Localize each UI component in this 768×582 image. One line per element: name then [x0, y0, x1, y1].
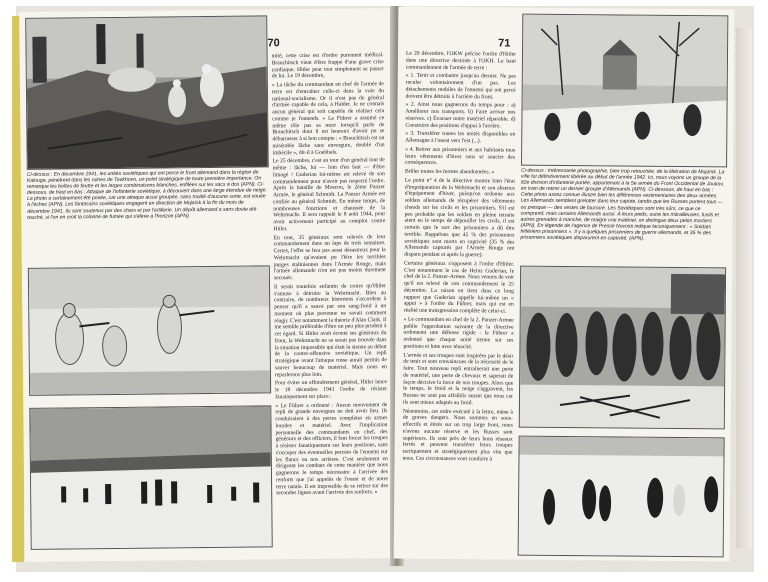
paragraph: Néanmoins, cet ordre exécuté à la lettre, mène à de graves dangers. Nous sommes en sous-effectifs et étirés sur un trop large front, nous n'avons aucune réserve et les Russes sont supérieurs. Ils sont près de leurs bons réseaux ferrés et peuvent transférer leurs troupes tactiquement et stratégiquement plus vite que nous. Ces circonstances vont conduire à — [402, 408, 513, 463]
paragraph: Brûler toutes les fermes abandonnées. » — [404, 168, 495, 176]
paragraph: « 3. Transférer toutes les unités disponibles en Allemagne à l'ouest vers l'est (...). — [405, 130, 516, 145]
photo-soldiers-snowfield — [29, 405, 272, 550]
caption-left: Ci-dessus : En décembre 1941, les unités soviétiques qui ont percé le front allemand dans la région de Kalouga, pénètrent dans les ruines de Toukhovo, un point stratégique de toute première importance. On remarque les boîtes de feutre et les larges combinaisons blanches, enfilées sur les sacs à dos (APN). Ci-dessous, de haut en bas : Attaque de l'infanterie soviétique, à découvert dans une large étendue de neige. La photo a certainement été posée, car une attaque aussi groupée, sans moitié d'aucune sorte, est vouée à l'échec (APN). Les fantassins soviétiques engagent en direction de Mojaïsk à la fin du mois de décembre 1941. Ils sont soutenus par des chars et par l'artillerie. Un dépôt allemand a sans doute été touché, si l'on en croit la colonne de fumée qui s'élève à l'horizon (APN). — [26, 169, 267, 221]
paragraph: En tout, 35 généraux sont relevés de leur commandement dans un laps de trois semaines. Certes, l'effet se fera pas aussi désastreux pour la Wehrmacht qu'avaient pu l'être les terribles purges staliniennes dans l'Armée Rouge, mais l'armée allemande n'en est pas moins durement secouée. — [273, 233, 386, 282]
right-page — [394, 7, 735, 562]
caption-right: Ci-dessus : Intéressante photographie, bien trop retouchée, de la libération de Mojaïsk. La ville fut définitivement libérée au début de l'année 1942. Ici, nous voyons un groupe de la 82e division d'infanterie portée, appartenant à la 5e armée du Front Occidental de Joukov, en train de retirer un dernier groupe d'Allemands (APN). Ci-dessous, de haut en bas : Cette photo assez connue illustre bien les différences vestimentaires des deux armées. Les Allemands semblent grelotter dans leur capote, tandis que les Russes portent tous — ou presque — des vestes de fourrure. Les Soviétiques sont très sûrs, ce que ce comprend, mais certains Allemands aussi. À leurs pieds, outre les mitrailleuses, fusils et autres grenades à manche, de maigre vrai matériel, on distingue deux petits mortiers (APN). En légende de l'agence de Presse Novosti indique laconiquement : « Soldats hitlériens prisonniers ». Il y a quelques prisonniers de guerre allemands, et 35 % des prisonniers soviétiques disparurent en captivité. (APN). — [520, 167, 725, 242]
page-number-left: 70 — [267, 37, 280, 50]
paragraph: Le 20 décembre, l'OKW précise l'ordre d'Hitler dans une directive destinée à l'OKH. Le haut commandement de l'armée de terre : — [405, 50, 517, 71]
photo-infantry-attack — [28, 265, 271, 396]
text-column-right — [402, 51, 516, 465]
paragraph: « 4. Retirer aux prisonniers et aux habitants tous leurs vêtements d'hiver sans se soucier des conséquences. — [405, 146, 516, 167]
paragraph: Pour éviter un effondrement général, Hitler lance le 18 décembre 1941 l'ordre de résister fanatiquement sur place : — [275, 379, 388, 401]
paragraph: « Le Führer a ordonné : Aucun mouvement de repli de grande envergure ne doit avoir lieu. Ils conduiraient à des pertes complètes en armes lourdes et matériel. Avec l'implication personnelle des commandants en chef, des généraux et des officiers, il faut forcer les troupes à résister fanatiquement sur leurs positions, sans s'occuper des éventuelles percées de l'ennemi sur les flancs ou nos arrières. C'est seulement en dirigeant les combats de cette manière que nous gagnerons le temps nécessaire à l'arrivée des renforts que j'ai appelés de l'ouest et de notre terre natale. Il est impossible de se retirer sur des secondes lignes avant l'arrivée des renforts. » — [275, 401, 389, 497]
photo-ruined-village — [25, 15, 269, 170]
photo-german-prisoners — [519, 266, 726, 430]
left-page — [19, 8, 397, 562]
paragraph: Il serait toutefois enfantin de croire qu'Hitler s'amuse à détruire la Wehrmacht. Bien au contraire, de nombreux historiens s'accordent à penser qu'il a sauvé par son sang-froid à un moment où plus personne ne savait comment réagir. C'est notamment la théorie d'Alan Clark. Il me semble préférable d'être un peu plus prudent à cet égard. Si Hitler avait écouté ses généraux du front, la Wehrmacht ne se serait pas trouvée dans la situation impossible qui était la sienne au début de la contre-offensive soviétique. Un repli stratégique avant l'attaque russe aurait permis de sauver beaucoup de matériel. Mais nous en reparlerons plus loin. — [273, 282, 387, 378]
paragraph: Certains généraux s'opposent à l'ordre d'Hitler. C'est notamment le cas de Heinz Guderian, le chef de la 2. Panzer-Armee. Nous venons de voir qu'il est relevé de son commandement le 25 décembre. La raison en tient dans ce long rapport que Guderian appelle lui-même un « appui » à l'ordre du Führer, mais qui est en réalité une transgression complète de celui-ci. — [403, 260, 515, 315]
paragraph: mité, cette crise est d'ordre purement médical. Brauchitsch vient d'être frappé d'une grave crise cardiaque. Hitler peut tout simplement se passer de lui. Le 19 décembre, — [271, 52, 384, 80]
page-number-right: 71 — [498, 37, 511, 50]
paragraph: Le point n° 4 de la directive montre bien l'état d'impréparation de la Wehrmacht et son absence d'équipement d'hiver, puisqu'on ordonne aux soldats allemands de récupérer des vêtements chauds sur les civils et les prisonniers. S'il est peu probable que les soldats en pleine retraite aient eu le temps de dépouiller les civils, il est certain que le sort des prisonniers a dû être terrible. Rappelons que 45 % des prisonniers soviétiques sont morts en captivité (35 % des Allemands capturés par l'Armée Rouge ont disparu pendant et après la guerre). — [404, 177, 515, 259]
photo-mojaisk-liberation — [521, 14, 728, 168]
paragraph: L'armée et ses troupes sont inspirées par le désir de tenir et sont convaincues de la nécessité de le faire. Tout nouveau repli entraînerait une perte de matériel, une perte de chevaux et saperait de façon décisive la force de nos troupes. Alors que le temps, le froid et la neige s'aggravent, les Russes ne sont pas affaiblis autant que nous car ils sont mieux adaptés au froid. — [402, 352, 514, 406]
photo-soldiers-on-snow — [518, 436, 725, 558]
paragraph: « La tâche du commandant en chef de l'armée de terre est d'entraîner celle-ci dans la voie du national-socialisme. Or il n'est pas de général d'armée capable de cela, à Halder. Je ne connais aucun général qui soit capable de réaliser cela comme je l'entends. » Le Führer a assumé ce même rôle pas sa mort lorsqu'il parle de Brauchitsch dont il est heureux d'avoir pu se débarrasser à si bon compte : « Brauchitsch est un misérable lâche sans envergure, doublé d'un imbécile », dit-il à Goebbels. — [271, 81, 385, 156]
right-cover-edge — [736, 28, 752, 548]
paragraph: « Le commandant en chef de la 2. Panzer-Armee publie l'approbation suivante de la directive ordonnant une défense rigide : le Führer a ordonné que chaque unité tienne sur ses positions et lutte avec ténacité. — [403, 316, 514, 350]
paragraph: Le 25 décembre, c'est au tour d'un général tout de même : lâche, lui — loin d'en faut — d'être limogé ! Guderian lui-même est relevé de son commandement pour n'avoir pas respecté l'ordre. Après la bataille de Moscou, le 2ème Panzer Armée, le général Schmidt. La Panzer Armée est confiée au général Schmidt. En même temps, de nombreuses fonctions et chaussée de la Wehrmacht. Il sera rappelé le 8 août 1944, pour avoir activement participé au complot contre Hitler. — [272, 157, 386, 233]
paragraph: « 1. Tenir et combattre jusqu'au dernier. Ne pas reculer volontairement d'un pas. Les détachements mobiles de l'ennemi qui ont percé doivent être détruits à l'arrière du front. — [405, 72, 516, 100]
paragraph: « 2. Ainsi nous gagnerons du temps pour : a) Améliorer nos transports. b) Faire arriver nos réserves. c) Évacuer notre matériel réparable. d) Construire des positions d'appui à l'arrière. — [405, 101, 516, 129]
text-column-left — [272, 52, 389, 499]
